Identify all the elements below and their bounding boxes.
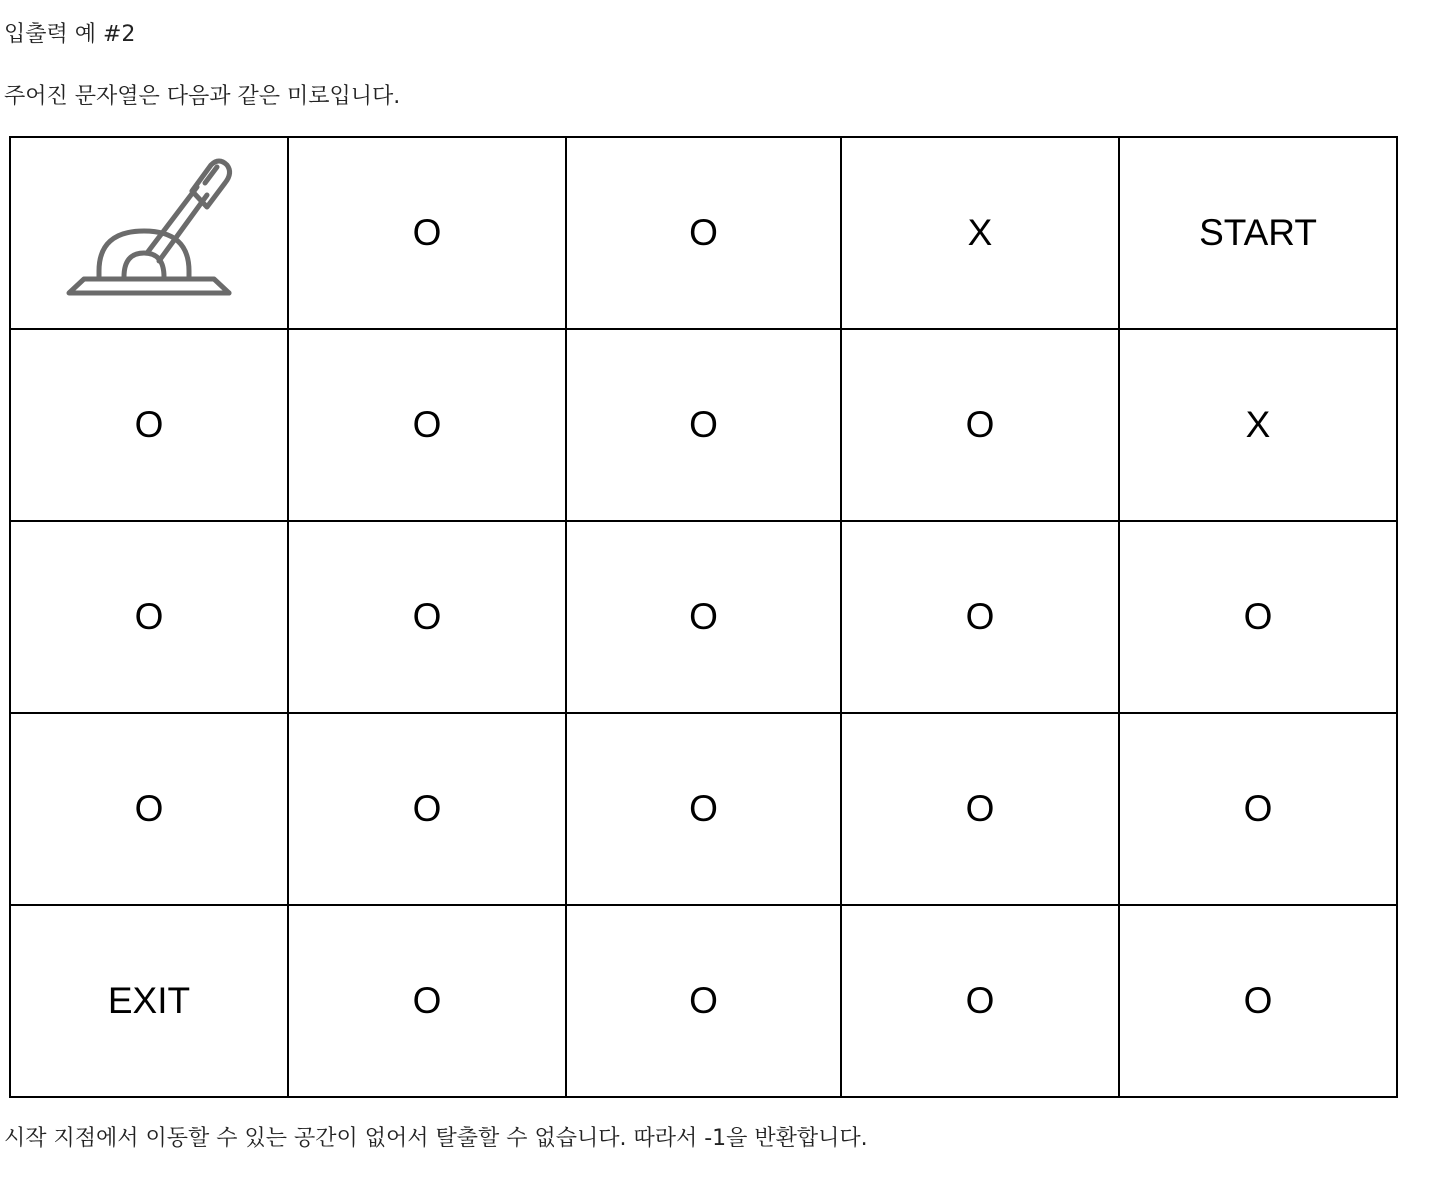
- maze-cell: X: [1119, 329, 1397, 521]
- maze-cell-exit: EXIT: [10, 905, 288, 1097]
- maze-cell: O: [1119, 905, 1397, 1097]
- maze-cell: O: [841, 521, 1119, 713]
- maze-cell: O: [566, 905, 841, 1097]
- lever-icon: [59, 153, 239, 313]
- maze-cell-start: START: [1119, 137, 1397, 329]
- maze-cell: O: [288, 713, 566, 905]
- maze-cell: O: [566, 713, 841, 905]
- maze-row-3: [10, 521, 1397, 713]
- maze-cell-lever: [10, 137, 288, 329]
- maze-cell: O: [841, 329, 1119, 521]
- maze-cell: X: [841, 137, 1119, 329]
- maze-row-1: [10, 137, 1397, 329]
- maze-cell: O: [288, 905, 566, 1097]
- maze-cell: O: [841, 905, 1119, 1097]
- maze-cell: O: [841, 713, 1119, 905]
- maze-cell: O: [288, 137, 566, 329]
- maze-cell: O: [566, 329, 841, 521]
- maze-cell: O: [10, 329, 288, 521]
- maze-cell: O: [10, 713, 288, 905]
- maze-cell: O: [1119, 521, 1397, 713]
- maze-cell: O: [288, 521, 566, 713]
- maze-row-5: [10, 905, 1397, 1097]
- maze-cell: O: [288, 329, 566, 521]
- maze-cell: O: [1119, 713, 1397, 905]
- maze-cell: O: [566, 521, 841, 713]
- maze-cell: O: [10, 521, 288, 713]
- example-heading: 입출력 예 #2: [4, 22, 136, 47]
- outro-text: 시작 지점에서 이동할 수 있는 공간이 없어서 탈출할 수 없습니다. 따라서 -1을 반환합니다.: [4, 1126, 868, 1151]
- intro-text: 주어진 문자열은 다음과 같은 미로입니다.: [4, 84, 401, 109]
- maze-row-2: [10, 329, 1397, 521]
- maze-grid: [9, 136, 1398, 1098]
- maze-cell: O: [566, 137, 841, 329]
- maze-row-4: [10, 713, 1397, 905]
